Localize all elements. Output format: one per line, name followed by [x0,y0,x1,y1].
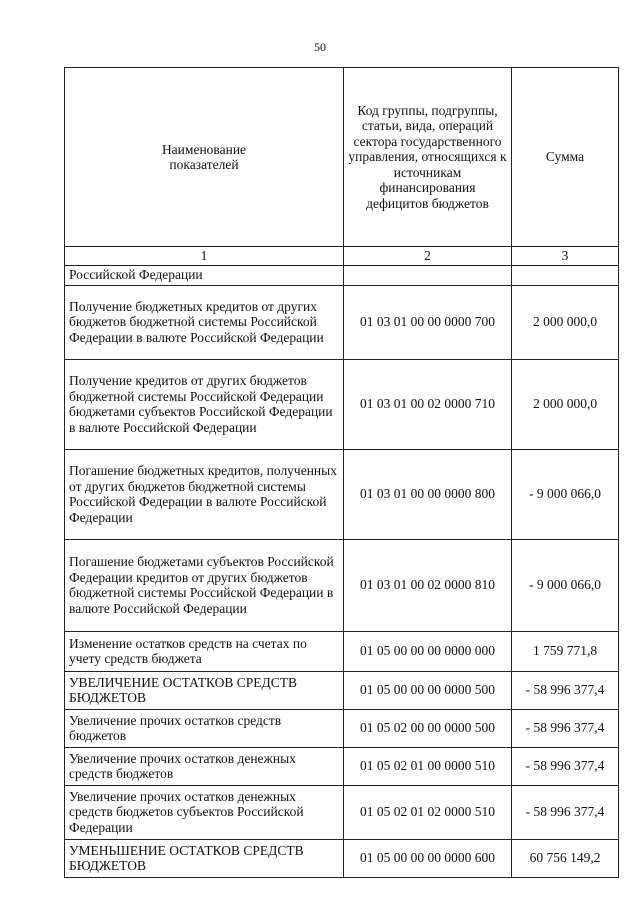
table-row [65,449,619,539]
header-sum: Сумма [512,68,619,247]
row-sum: - 9 000 066,0 [512,539,619,631]
table-row [65,265,619,285]
row-code: 01 03 01 00 00 0000 700 [344,285,512,359]
column-number: 2 [344,247,512,266]
table-row [65,539,619,631]
table-header-row [65,68,619,247]
row-name: УМЕНЬШЕНИЕ ОСТАТКОВ СРЕДСТВ БЮДЖЕТОВ [65,839,344,877]
budget-sources-table [64,67,619,878]
row-sum: - 58 996 377,4 [512,747,619,785]
header-code: Код группы, подгруппы, статьи, вида, операций сектора государственного управления, относящихся к источникам финансирования дефицитов бюджетов [344,68,512,247]
table-row [65,839,619,877]
table-row [65,709,619,747]
column-number: 1 [65,247,344,266]
table-row [65,785,619,839]
row-sum: - 58 996 377,4 [512,785,619,839]
row-name: Получение бюджетных кредитов от других бюджетов бюджетной системы Российской Федерации в валюте Российской Федерации [65,285,344,359]
table-row [65,285,619,359]
row-sum: 1 759 771,8 [512,631,619,671]
row-code: 01 05 00 00 00 0000 500 [344,671,512,709]
row-code: 01 03 01 00 00 0000 800 [344,449,512,539]
row-name: Получение кредитов от других бюджетов бюджетной системы Российской Федерации бюджетами субъектов Российской Федерации в валюте Российской Федерации [65,359,344,449]
row-sum: 2 000 000,0 [512,285,619,359]
row-name: УВЕЛИЧЕНИЕ ОСТАТКОВ СРЕДСТВ БЮДЖЕТОВ [65,671,344,709]
page-number: 50 [314,40,326,54]
table-row [65,671,619,709]
row-sum: - 58 996 377,4 [512,709,619,747]
row-name: Увеличение прочих остатков денежных средств бюджетов субъектов Российской Федерации [65,785,344,839]
column-number-row [65,247,619,266]
row-code: 01 03 01 00 02 0000 710 [344,359,512,449]
row-name: Погашение бюджетных кредитов, полученных от других бюджетов бюджетной системы Российской Федерации в валюте Российской Федерации [65,449,344,539]
table-row [65,359,619,449]
row-name: Российской Федерации [65,265,344,285]
row-code: 01 05 02 01 00 0000 510 [344,747,512,785]
row-sum: 2 000 000,0 [512,359,619,449]
row-sum [512,265,619,285]
column-number: 3 [512,247,619,266]
row-name: Изменение остатков средств на счетах по учету средств бюджета [65,631,344,671]
row-code: 01 05 00 00 00 0000 000 [344,631,512,671]
table-row [65,631,619,671]
row-name: Погашение бюджетами субъектов Российской Федерации кредитов от других бюджетов бюджетной системы Российской Федерации в валюте Российской Федерации [65,539,344,631]
row-code: 01 05 02 00 00 0000 500 [344,709,512,747]
row-code: 01 05 00 00 00 0000 600 [344,839,512,877]
row-code: 01 05 02 01 02 0000 510 [344,785,512,839]
row-name: Увеличение прочих остатков средств бюджетов [65,709,344,747]
row-name: Увеличение прочих остатков денежных средств бюджетов [65,747,344,785]
row-sum: - 9 000 066,0 [512,449,619,539]
table-row [65,747,619,785]
row-code [344,265,512,285]
row-code: 01 03 01 00 02 0000 810 [344,539,512,631]
row-sum: - 58 996 377,4 [512,671,619,709]
header-indicator-name: Наименование показателей [65,68,344,247]
row-sum: 60 756 149,2 [512,839,619,877]
